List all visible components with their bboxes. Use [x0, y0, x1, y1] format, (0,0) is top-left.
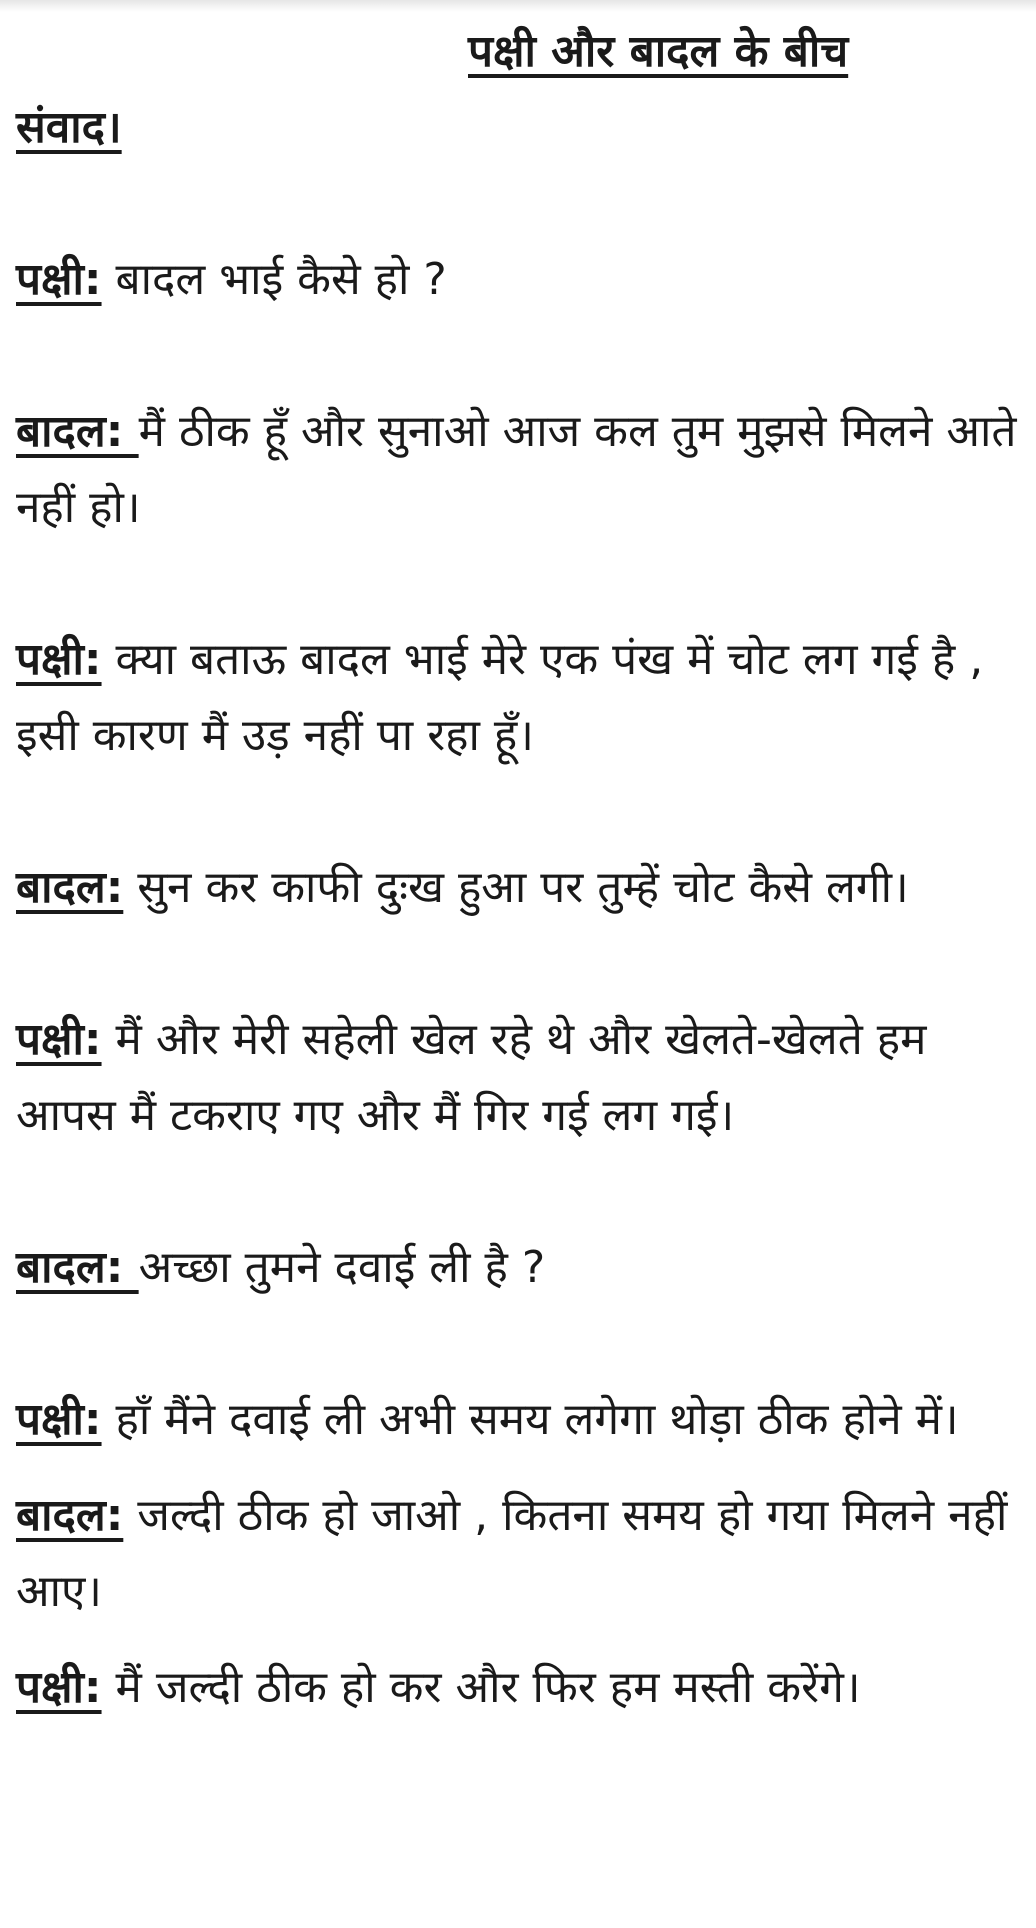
dialogue-line-4 [16, 850, 1020, 926]
dialogue-line-3 [16, 622, 1020, 774]
dialogue-text: हाँ मैंने दवाई ली अभी समय लगेगा थोड़ा ठीक होने में। [101, 1394, 959, 1445]
dialogue-line-8 [16, 1478, 1020, 1630]
title-line-1: पक्षी और बादल के बीच [468, 26, 849, 77]
dialogue-line-6 [16, 1230, 1020, 1306]
speaker-label: बादल: [16, 1242, 139, 1293]
dialogue-text: क्या बताऊ बादल भाई मेरे एक पंख में चोट लग गई है , इसी कारण मैं उड़ नहीं पा रहा हूँ। [16, 634, 984, 761]
dialogue-text: मैं जल्दी ठीक हो कर और फिर हम मस्ती करेंगे। [101, 1662, 861, 1713]
speaker-label: बादल: [16, 406, 139, 457]
dialogue-line-7 [16, 1382, 1020, 1458]
speaker-label: बादल: [16, 1490, 124, 1541]
dialogue-text: जल्दी ठीक हो जाओ , कितना समय हो गया मिलने नहीं आए। [16, 1490, 1008, 1617]
dialogue-text: सुन कर काफी दुःख हुआ पर तुम्हें चोट कैसे लगी। [123, 862, 909, 913]
document-body [16, 14, 1020, 1726]
top-edge-shadow [0, 0, 1036, 12]
speaker-label: पक्षी: [16, 1014, 102, 1065]
dialogue-text: मैं ठीक हूँ और सुनाओ आज कल तुम मुझसे मिलने आते नहीं हो। [16, 406, 1017, 533]
title-line-2: संवाद। [16, 102, 122, 153]
speaker-label: पक्षी: [16, 1394, 102, 1445]
dialogue-line-5 [16, 1002, 1020, 1154]
dialogue-line-9 [16, 1650, 1020, 1726]
speaker-label: पक्षी: [16, 1662, 102, 1713]
speaker-label: पक्षी: [16, 634, 102, 685]
document-title [16, 14, 1020, 166]
dialogue-text: मैं और मेरी सहेली खेल रहे थे और खेलते-खेलते हम आपस मैं टकराए गए और मैं गिर गई लग गई। [16, 1014, 927, 1141]
dialogue-line-2 [16, 394, 1020, 546]
dialogue-text: अच्छा तुमने दवाई ली है ? [138, 1242, 546, 1293]
dialogue-text: बादल भाई कैसे हो ? [101, 254, 447, 305]
speaker-label: बादल: [16, 862, 124, 913]
dialogue-line-1 [16, 242, 1020, 318]
speaker-label: पक्षी: [16, 254, 102, 305]
